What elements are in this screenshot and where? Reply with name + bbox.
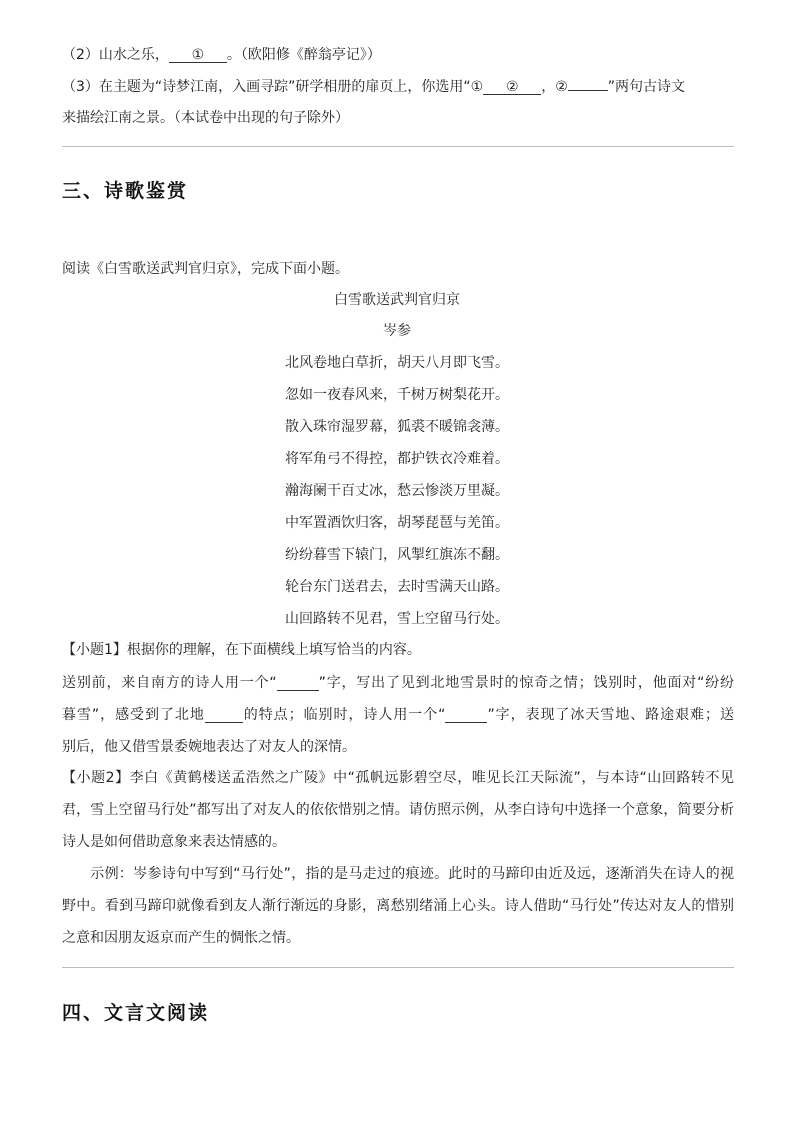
subquestion-2-line: 君，雪上空留马行处”都写出了对友人的依依惜别之情。请仿照示例，从李白诗句中选择一个意象，简要分析 <box>62 802 734 818</box>
section-3-heading: 三、诗歌鉴赏 <box>62 180 189 202</box>
poem-line: 中军置酒饮归客，胡琴琵琶与羌笛。 <box>285 515 509 531</box>
subquestion-1-line: 别后，他又借雪景委婉地表达了对友人的深情。 <box>62 739 356 755</box>
poem-title: 白雪歌送武判官归京 <box>334 292 460 308</box>
blank-label-1: ① <box>470 79 484 95</box>
poem-line: 散入珠帘湿罗幕，狐裘不暖锦衾薄。 <box>285 419 509 435</box>
answer-blank-4[interactable] <box>277 676 319 691</box>
subquestion-2-line: 诗人是如何借助意象来表达情感的。 <box>62 834 286 850</box>
answer-blank-1[interactable]: ① <box>169 48 227 63</box>
answer-blank-3[interactable] <box>568 90 608 91</box>
question-3: （3）在主题为“诗梦江南，入画寻踪”研学相册的扉页上，你选用“① ② ，② ”两句古诗文 <box>62 79 686 95</box>
poem-line: 纷纷暮雪下辕门，风掣红旗冻不翻。 <box>285 547 509 563</box>
subquestion-1-line: 暮雪”，感受到了北地 的特点；临别时，诗人用一个“ ”字，表现了冰天雪地、路途艰难；送 <box>62 707 734 723</box>
poem-line: 瀚海阑干百丈冰，愁云惨淡万里凝。 <box>285 483 509 499</box>
poem-line: 忽如一夜春风来，千树万树梨花开。 <box>285 387 509 403</box>
subquestion-2-line: 【小题2】李白《黄鹤楼送孟浩然之广陵》中“孤帆远影碧空尽，唯见长江天际流”，与本诗“山回路转不见 <box>62 770 734 786</box>
subquestion-1-prompt: 【小题1】根据你的理解，在下面横线上填写恰当的内容。 <box>62 642 421 658</box>
blank-label-2: ② <box>555 79 568 95</box>
subquestion-1-line: 送别前，来自南方的诗人用一个“ ”字，写出了见到北地雪景时的惊奇之情；饯别时，他面对“纷纷 <box>62 675 734 691</box>
reading-instruction: 阅读《白雪歌送武判官归京》，完成下面小题。 <box>62 261 349 277</box>
poem-line: 山回路转不见君，雪上空留马行处。 <box>285 611 509 627</box>
question-2: （2）山水之乐， ① 。（欧阳修《醉翁亭记》） <box>62 47 381 63</box>
poem-line: 将军角弓不得控，都护铁衣冷难着。 <box>285 451 509 467</box>
example-line: 示例：岑参诗句中写到“马行处”，指的是马走过的痕迹。此时的马蹄印由近及远，逐渐消失在诗人的视 <box>90 866 734 882</box>
poem-line: 北风卷地白草折，胡天八月即飞雪。 <box>285 355 509 371</box>
example-line: 之意和因朋友返京而产生的惆怅之情。 <box>62 930 300 946</box>
divider <box>62 967 734 968</box>
answer-blank-6[interactable] <box>445 708 487 723</box>
divider <box>62 146 734 147</box>
section-4-heading: 四、文言文阅读 <box>62 1002 210 1024</box>
poem-line: 轮台东门送君去，去时雪满天山路。 <box>285 579 509 595</box>
question-3-continued: 来描绘江南之景。（本试卷中出现的句子除外） <box>62 110 349 126</box>
answer-blank-2[interactable]: ② <box>483 80 541 95</box>
answer-blank-5[interactable] <box>205 708 243 723</box>
example-line: 野中。看到马蹄印就像看到友人渐行渐远的身影，离愁别绪涌上心头。诗人借助“马行处”传达对友人的惜别 <box>62 898 734 914</box>
poem-author: 岑参 <box>383 323 411 339</box>
